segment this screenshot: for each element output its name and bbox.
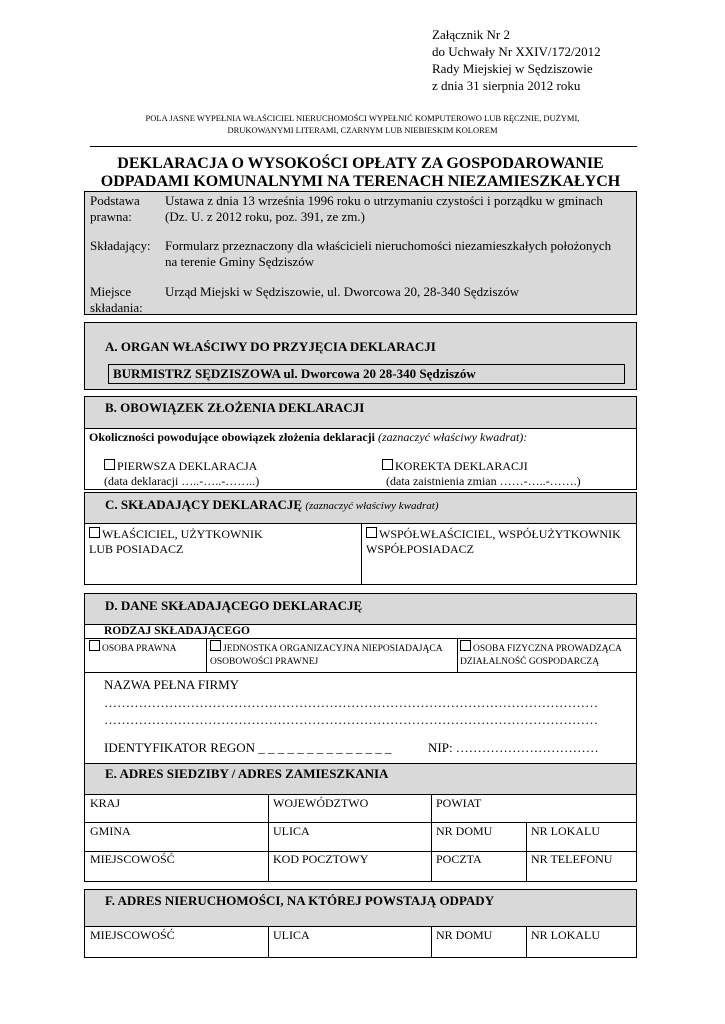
page-title	[84, 155, 637, 191]
checkbox[interactable]	[89, 640, 100, 651]
instructions-line: DRUKOWANYMI LITERAMI, CZARNYM LUB NIEBIESKIM KOLOREM	[227, 125, 498, 135]
section-c	[84, 492, 637, 524]
field-voivodeship[interactable]: WOJEWÓDZTWO	[273, 796, 369, 810]
section-d-body	[84, 624, 637, 764]
dotted-line: ……………………………………………………………………………………………………	[104, 712, 598, 727]
circumstances-bold: Okoliczności powodujące obowiązek złożenia deklaracji	[89, 430, 375, 444]
dotted-line: ……………………………………………………………………………………………………	[104, 695, 598, 710]
attachment-line: z dnia 31 sierpnia 2012 roku	[432, 78, 581, 93]
cell-divider	[268, 927, 269, 957]
cell-divider	[431, 795, 432, 881]
cell-divider	[457, 638, 458, 672]
section-b-title: B. OBOWIĄZEK ZŁOŻENIA DEKLARACJI	[105, 400, 365, 415]
type-legal-entity[interactable]	[89, 640, 176, 654]
submitters-label: Składający:	[90, 238, 151, 253]
basis-label-line: prawna:	[90, 209, 132, 224]
basis-text	[165, 193, 635, 225]
section-a-title: A. ORGAN WŁAŚCIWY DO PRZYJĘCIA DEKLARACJI	[105, 339, 436, 354]
option-label: OSOBOWOŚCI PRAWNEJ	[210, 657, 319, 667]
field-locality[interactable]: MIEJSCOWOŚĆ	[90, 852, 175, 866]
option-note: (data zaistnienia zmian ……-…..-…….)	[386, 474, 581, 488]
section-d	[84, 593, 637, 625]
section-c-title-note: (zaznaczyć właściwy kwadrat)	[305, 500, 439, 512]
attachment-line: do Uchwały Nr XXIV/172/2012	[432, 44, 601, 59]
place-label-line: składania:	[90, 300, 143, 315]
option-co-owner[interactable]	[366, 527, 621, 557]
field-property-apartment-number[interactable]: NR LOKALU	[531, 928, 600, 942]
regon-field[interactable]: IDENTYFIKATOR REGON _ _ _ _ _ _ _ _ _ _ _ _ _ _	[104, 740, 392, 755]
submitter-type-label: RODZAJ SKŁADAJĄCEGO	[104, 625, 251, 637]
option-label: OSOBA FIZYCZNA PROWADZĄCA	[473, 644, 622, 654]
field-post-office[interactable]: POCZTA	[436, 852, 482, 866]
cell-divider	[431, 927, 432, 957]
submitters-text	[165, 238, 635, 270]
checkbox[interactable]	[366, 527, 377, 538]
field-postal-code[interactable]: KOD POCZTOWY	[273, 852, 369, 866]
option-label: WŁAŚCICIEL, UŻYTKOWNIK	[102, 527, 263, 541]
option-correction[interactable]	[382, 459, 581, 489]
field-country[interactable]: KRAJ	[90, 796, 121, 810]
basis-text-line: Ustawa z dnia 13 września 1996 roku o utrzymaniu czystości i porządku w gminach	[165, 193, 603, 208]
section-c-title-text: C. SKŁADAJĄCY DEKLARACJĘ	[105, 497, 303, 512]
cell-divider	[526, 822, 527, 881]
field-property-locality[interactable]: MIEJSCOWOŚĆ	[90, 928, 175, 942]
cell-divider	[361, 524, 362, 584]
row-divider	[85, 822, 636, 823]
option-label: OSOBA PRAWNA	[102, 644, 177, 654]
divider	[90, 146, 637, 147]
place-label-line: Miejsce	[90, 284, 132, 299]
title-line: ODPADAMI KOMUNALNYMI NA TERENACH NIEZAMIESZKAŁYCH	[100, 173, 621, 190]
option-label: WSPÓŁPOSIADACZ	[366, 542, 475, 556]
section-f-title: F. ADRES NIERUCHOMOŚCI, NA KTÓREJ POWSTAJĄ ODPADY	[105, 893, 495, 908]
circumstances-label	[89, 430, 527, 445]
company-name-field[interactable]	[104, 694, 634, 728]
checkbox[interactable]	[382, 459, 393, 470]
option-label: DZIAŁALNOŚĆ GOSPODARCZĄ	[460, 657, 600, 667]
checkbox[interactable]	[104, 459, 115, 470]
option-note: (data deklaracji …..-…..-……..)	[104, 474, 260, 488]
section-b-body	[84, 428, 637, 490]
attachment-line: Rady Miejskiej w Sędziszowie	[432, 61, 593, 76]
section-d-title: D. DANE SKŁADAJĄCEGO DEKLARACJĘ	[105, 598, 363, 613]
basis-label-line: Podstawa	[90, 193, 140, 208]
property-address-table	[84, 926, 637, 958]
row-divider	[85, 672, 636, 673]
section-f	[84, 889, 637, 927]
place-label	[90, 284, 143, 316]
submitters-text-line: Formularz przeznaczony dla właścicieli nieruchomości niezamieszkałych położonych	[165, 238, 612, 253]
field-apartment-number[interactable]: NR LOKALU	[531, 824, 600, 838]
basis-label	[90, 193, 140, 225]
basis-text-line: (Dz. U. z 2012 roku, poz. 391, ze zm.)	[165, 209, 365, 224]
checkbox[interactable]	[89, 527, 100, 538]
submitters-text-line: na terenie Gminy Sędziszów	[165, 254, 315, 269]
field-property-house-number[interactable]: NR DOMU	[436, 928, 493, 942]
info-box	[84, 191, 637, 315]
section-b	[84, 396, 637, 429]
option-label: KOREKTA DEKLARACJI	[395, 459, 528, 473]
address-table	[84, 794, 637, 882]
type-sole-trader[interactable]	[460, 640, 622, 669]
option-owner[interactable]	[89, 527, 263, 557]
type-organizational-unit[interactable]	[210, 640, 443, 669]
section-e	[84, 763, 637, 795]
option-label: JEDNOSTKA ORGANIZACYJNA NIEPOSIADAJĄCA	[223, 644, 443, 654]
section-e-title: E. ADRES SIEDZIBY / ADRES ZAMIESZKANIA	[105, 766, 389, 781]
attachment-header	[432, 26, 601, 94]
instructions-line: POLA JASNE WYPEŁNIA WŁAŚCICIEL NIERUCHOMOŚCI WYPEŁNIĆ KOMPUTEROWO LUB RĘCZNIE, DUŻYMI,	[145, 113, 580, 123]
option-label: WSPÓŁWŁAŚCICIEL, WSPÓŁUŻYTKOWNIK	[379, 527, 621, 541]
field-street[interactable]: ULICA	[273, 824, 310, 838]
option-label: LUB POSIADACZ	[89, 542, 184, 556]
option-label: PIERWSZA DEKLARACJA	[117, 459, 258, 473]
field-phone-number[interactable]: NR TELEFONU	[531, 852, 613, 866]
field-commune[interactable]: GMINA	[90, 824, 131, 838]
attachment-line: Załącznik Nr 2	[432, 27, 510, 42]
checkbox[interactable]	[210, 640, 221, 651]
fill-instructions	[80, 112, 645, 136]
cell-divider	[268, 795, 269, 881]
place-text: Urząd Miejski w Sędziszowie, ul. Dworcowa 20, 28-340 Sędziszów	[165, 284, 520, 299]
cell-divider	[206, 638, 207, 672]
field-county[interactable]: POWIAT	[436, 796, 482, 810]
section-a	[84, 322, 637, 390]
company-name-label: NAZWA PEŁNA FIRMY	[104, 677, 240, 692]
field-house-number[interactable]: NR DOMU	[436, 824, 493, 838]
nip-field[interactable]: NIP: ……………………………	[428, 740, 599, 755]
organ-value: BURMISTRZ SĘDZISZOWA ul. Dworcowa 20 28-340 Sędziszów	[113, 366, 476, 381]
cell-divider	[526, 927, 527, 957]
checkbox[interactable]	[460, 640, 471, 651]
option-first-declaration[interactable]	[104, 459, 259, 489]
field-property-street[interactable]: ULICA	[273, 928, 310, 942]
title-line: DEKLARACJA O WYSOKOŚCI OPŁATY ZA GOSPODAROWANIE	[117, 155, 604, 172]
row-divider	[85, 638, 636, 639]
circumstances-italic: (zaznaczyć właściwy kwadrat):	[377, 430, 528, 444]
organ-field[interactable]	[108, 364, 625, 384]
section-c-title	[105, 497, 439, 513]
section-c-body	[84, 523, 637, 585]
